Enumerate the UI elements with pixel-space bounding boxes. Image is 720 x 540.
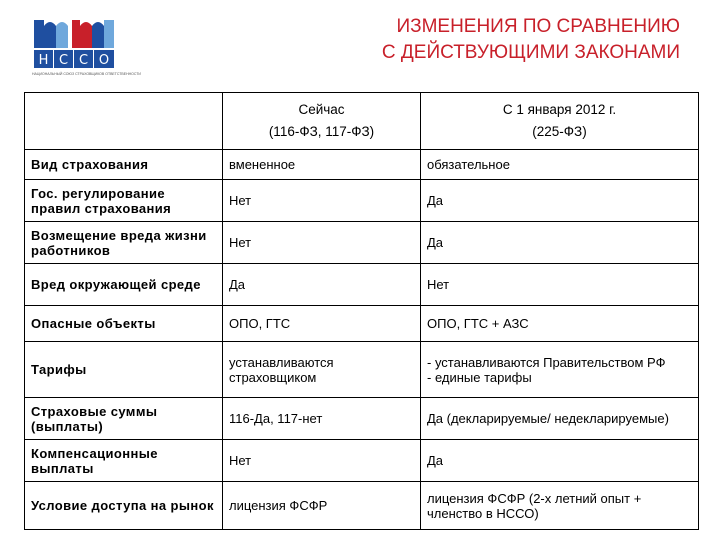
logo-graphic <box>32 12 122 72</box>
current-law-value: Нет <box>223 180 421 222</box>
table-header-row <box>25 93 699 150</box>
current-law-value: ОПО, ГТС <box>223 306 421 342</box>
table-row <box>25 440 699 482</box>
header-new-law-line-2: (225-ФЗ) <box>532 124 587 139</box>
current-law-value: Нет <box>223 222 421 264</box>
table-row <box>25 342 699 398</box>
table-row <box>25 222 699 264</box>
new-law-value: Нет <box>421 264 699 306</box>
new-law-value-line: - единые тарифы <box>427 369 532 385</box>
current-law-value: 116-Да, 117-нет <box>223 398 421 440</box>
current-law-value: Нет <box>223 440 421 482</box>
title-line-1: ИЗМЕНЕНИЯ ПО СРАВНЕНИЮ <box>396 16 680 37</box>
row-label: Вид страхования <box>25 150 223 180</box>
header-current-law <box>223 93 421 150</box>
header-new-law-line-1: С 1 января 2012 г. <box>502 102 617 117</box>
logo-caption: НАЦИОНАЛЬНЫЙ СОЮЗ СТРАХОВЩИКОВ ОТВЕТСТВЕННОСТИ <box>32 72 141 76</box>
header-current-law-line-1: Сейчас <box>298 102 345 117</box>
new-law-value: ОПО, ГТС + АЗС <box>421 306 699 342</box>
row-label: Опасные объекты <box>25 306 223 342</box>
new-law-value-line: - устанавливаются Правительством РФ <box>427 354 666 370</box>
table-row <box>25 264 699 306</box>
page-title <box>260 14 680 66</box>
new-law-value: лицензия ФСФР (2-х летний опыт + членство в НССО) <box>421 482 699 530</box>
new-law-value: Да <box>421 440 699 482</box>
header-new-law <box>421 93 699 150</box>
logo-letter-3: С <box>78 53 89 68</box>
new-law-value <box>421 342 699 398</box>
row-label: Страховые суммы (выплаты) <box>25 398 223 440</box>
row-label: Возмещение вреда жизни работников <box>25 222 223 264</box>
row-label: Компенсационные выплаты <box>25 440 223 482</box>
table-row <box>25 180 699 222</box>
new-law-value: Да (декларируемые/ недекларируемые) <box>421 398 699 440</box>
new-law-value: Да <box>421 180 699 222</box>
new-law-value: Да <box>421 222 699 264</box>
current-law-value: Да <box>223 264 421 306</box>
new-law-value: обязательное <box>421 150 699 180</box>
title-line-2: С ДЕЙСТВУЮЩИМИ ЗАКОНАМИ <box>381 42 680 63</box>
comparison-table <box>24 92 699 530</box>
nsso-logo <box>32 12 141 78</box>
header-empty-cell <box>25 93 223 150</box>
row-label: Условие доступа на рынок <box>25 482 223 530</box>
row-label: Гос. регулирование правил страхования <box>25 180 223 222</box>
current-law-value: устанавливаются страховщиком <box>223 342 421 398</box>
table-row <box>25 306 699 342</box>
row-label: Вред окружающей среде <box>25 264 223 306</box>
table-row <box>25 482 699 530</box>
current-law-value: вмененное <box>223 150 421 180</box>
logo-letter-4: О <box>98 53 110 68</box>
table-row <box>25 398 699 440</box>
header-current-law-line-2: (116-ФЗ, 117-ФЗ) <box>268 124 375 139</box>
row-label: Тарифы <box>25 342 223 398</box>
logo-letter-1: Н <box>38 53 49 68</box>
current-law-value: лицензия ФСФР <box>223 482 421 530</box>
table-row <box>25 150 699 180</box>
logo-letter-2: С <box>58 53 69 68</box>
